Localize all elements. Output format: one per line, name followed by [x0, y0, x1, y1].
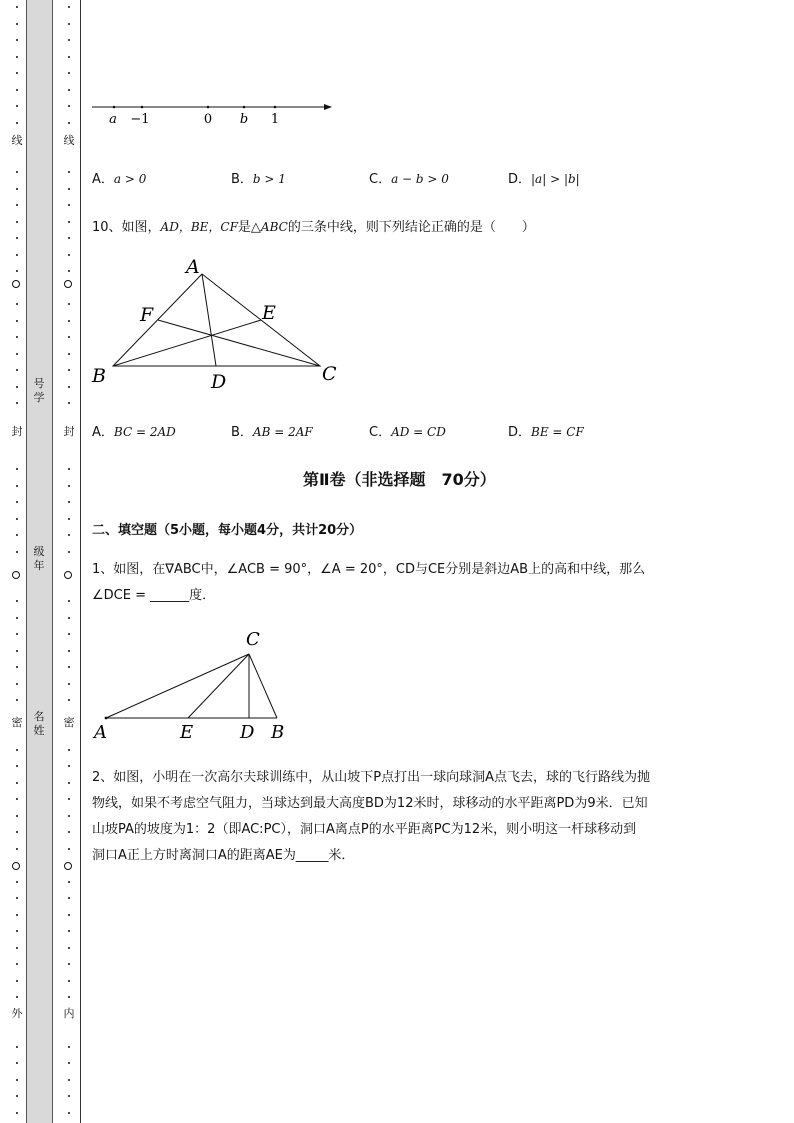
- margin-char-xian-left: 线: [11, 134, 23, 147]
- binding-dot: [16, 1062, 18, 1064]
- binding-dot: [68, 534, 70, 536]
- binding-dot: [68, 633, 70, 635]
- binding-dot: [68, 551, 70, 553]
- binding-dot: [68, 650, 70, 652]
- binding-dot: [68, 402, 70, 404]
- binding-dot: [68, 501, 70, 503]
- fill1-triangle-figure: [88, 624, 298, 748]
- binding-dot: [68, 815, 70, 817]
- left-dot-column: [12, 0, 22, 1123]
- binding-circle: [64, 280, 72, 288]
- margin-char-nei: 内: [63, 1007, 75, 1020]
- q9-option-d: D．|a| > |b|: [508, 172, 580, 187]
- binding-dot: [16, 881, 18, 883]
- binding-dot: [16, 798, 18, 800]
- binding-dot: [16, 551, 18, 553]
- binding-dot: [68, 1112, 70, 1114]
- binding-dot: [68, 386, 70, 388]
- binding-dot: [16, 221, 18, 223]
- fill1-label-D: D: [240, 722, 255, 743]
- binding-dot: [68, 23, 70, 25]
- binding-dot: [68, 683, 70, 685]
- binding-dot: [16, 897, 18, 899]
- binding-circle: [64, 571, 72, 579]
- binding-dot: [16, 699, 18, 701]
- binding-dot: [16, 336, 18, 338]
- binding-dot: [16, 6, 18, 8]
- q10-option-c: C．AD = CD: [369, 425, 446, 440]
- margin-char-mi-left: 密: [11, 716, 23, 729]
- binding-dot: [16, 1079, 18, 1081]
- binding-dot: [68, 1095, 70, 1097]
- binding-dot: [68, 353, 70, 355]
- q10-triangle-figure: [88, 252, 358, 394]
- q10-label-E: E: [262, 302, 276, 324]
- binding-dot: [68, 897, 70, 899]
- q10-label-B: B: [92, 365, 106, 387]
- margin-char-mi-right: 密: [63, 716, 75, 729]
- binding-dot: [68, 600, 70, 602]
- binding-dot: [68, 270, 70, 272]
- binding-dot: [16, 765, 18, 767]
- binding-dot: [68, 221, 70, 223]
- binding-dot: [16, 237, 18, 239]
- binding-dot: [16, 980, 18, 982]
- binding-circle: [12, 571, 20, 579]
- binding-dot: [68, 1062, 70, 1064]
- binding-dot: [16, 633, 18, 635]
- binding-dot: [68, 171, 70, 173]
- fill2-line2: 物线，如果不考虑空气阻力，当球达到最大高度BD为12米时，球移动的水平距离PD为9米．已知: [92, 796, 648, 811]
- binding-dot: [16, 270, 18, 272]
- binding-dot: [68, 254, 70, 256]
- binding-dot: [16, 485, 18, 487]
- binding-dot: [16, 848, 18, 850]
- binding-dot: [68, 848, 70, 850]
- binding-dot: [68, 914, 70, 916]
- binding-dot: [16, 930, 18, 932]
- binding-dot: [16, 518, 18, 520]
- q10-option-b: B．AB = 2AF: [231, 425, 313, 440]
- fill2-line3: 山坡PA的坡度为1：2（即AC:PC），洞口A离点P的水平距离PC为12米，则小明这一杆球移动到: [92, 822, 637, 837]
- binding-dot: [68, 881, 70, 883]
- fill1-line2: ∠DCE = ______度．: [92, 588, 216, 603]
- binding-dot: [68, 831, 70, 833]
- q10-label-F: F: [140, 304, 154, 326]
- number-line-label-1: 1: [270, 112, 280, 127]
- binding-dot: [16, 666, 18, 668]
- binding-dot: [16, 947, 18, 949]
- binding-dot: [16, 914, 18, 916]
- binding-dot: [16, 89, 18, 91]
- fill2-line4: 洞口A正上方时离洞口A的距离AE为_____米．: [92, 848, 355, 863]
- binding-dot: [68, 303, 70, 305]
- binding-dot: [16, 105, 18, 107]
- margin-char-xian-right: 线: [63, 134, 75, 147]
- fill1-label-B: B: [271, 722, 285, 743]
- margin-char-feng-right: 封: [63, 425, 75, 438]
- fill1-line1: 1、如图，在∇ABC中，∠ACB = 90°，∠A = 20°，CD与CE分别是斜边AB上的高和中线，那么: [92, 562, 646, 577]
- binding-dot: [68, 765, 70, 767]
- binding-dot: [68, 369, 70, 371]
- q10-stem: 10、如图，AD，BE，CF是△ABC的三条中线，则下列结论正确的是（ ）: [92, 220, 535, 235]
- binding-dot: [16, 171, 18, 173]
- binding-dot: [16, 320, 18, 322]
- binding-circle: [12, 862, 20, 870]
- q9-option-c: C．a − b > 0: [369, 172, 449, 187]
- binding-dot: [16, 782, 18, 784]
- part2-title: 第Ⅱ卷（非选择题 70分）: [303, 470, 496, 489]
- field-name: 名姓: [33, 710, 45, 737]
- binding-dot: [16, 534, 18, 536]
- binding-dot: [68, 320, 70, 322]
- fill2-line1: 2、如图，小明在一次高尔夫球训练中，从山坡下P点打出一球向球洞A点飞去，球的飞行路线为抛: [92, 770, 651, 785]
- binding-dot: [16, 1112, 18, 1114]
- margin-border-line: [80, 0, 81, 1123]
- number-line-label-0: 0: [203, 112, 213, 127]
- fill1-label-C: C: [246, 629, 260, 650]
- binding-circle: [64, 862, 72, 870]
- binding-dot: [16, 39, 18, 41]
- field-student-number: 号学: [33, 377, 45, 404]
- binding-dot: [68, 56, 70, 58]
- fill1-label-E: E: [180, 722, 194, 743]
- binding-dot: [68, 6, 70, 8]
- number-line-label-a: a: [109, 112, 117, 127]
- binding-dot: [16, 468, 18, 470]
- binding-dot: [68, 1046, 70, 1048]
- binding-dot: [16, 353, 18, 355]
- q10-label-A: A: [186, 256, 200, 278]
- binding-dot: [16, 188, 18, 190]
- binding-dot: [68, 518, 70, 520]
- binding-dot: [68, 72, 70, 74]
- binding-dot: [68, 336, 70, 338]
- q9-option-b: B．b > 1: [231, 172, 286, 187]
- binding-dot: [16, 386, 18, 388]
- binding-dot: [16, 369, 18, 371]
- binding-dot: [68, 666, 70, 668]
- binding-dot: [16, 1095, 18, 1097]
- q10-option-d: D．BE = CF: [508, 425, 584, 440]
- binding-dot: [16, 600, 18, 602]
- binding-dot: [16, 303, 18, 305]
- binding-dot: [16, 23, 18, 25]
- margin-char-wai: 外: [11, 1007, 23, 1020]
- binding-dot: [68, 188, 70, 190]
- q9-option-a: A．a > 0: [92, 172, 147, 187]
- binding-dot: [68, 782, 70, 784]
- field-grade: 级年: [33, 545, 45, 572]
- binding-dot: [16, 749, 18, 751]
- binding-dot: [16, 56, 18, 58]
- binding-dot: [68, 105, 70, 107]
- binding-dot: [68, 996, 70, 998]
- binding-dot: [68, 930, 70, 932]
- binding-dot: [16, 650, 18, 652]
- binding-dot: [68, 204, 70, 206]
- q10-option-a: A．BC = 2AD: [92, 425, 176, 440]
- binding-dot: [68, 122, 70, 124]
- number-line-label-minus1: −1: [130, 112, 150, 127]
- binding-dot: [16, 254, 18, 256]
- fill-in-section-heading: 二、填空题（5小题，每小题4分，共计20分）: [92, 523, 363, 538]
- binding-dot: [68, 617, 70, 619]
- binding-dot: [68, 237, 70, 239]
- binding-dot: [16, 831, 18, 833]
- q10-label-D: D: [211, 371, 227, 393]
- binding-dot: [68, 963, 70, 965]
- binding-dot: [16, 402, 18, 404]
- binding-dot: [68, 1079, 70, 1081]
- binding-dot: [16, 1046, 18, 1048]
- binding-dot: [16, 963, 18, 965]
- binding-dot: [68, 39, 70, 41]
- binding-dot: [68, 468, 70, 470]
- number-line-label-b: b: [239, 112, 249, 127]
- right-dot-column: [64, 0, 74, 1123]
- binding-dot: [68, 749, 70, 751]
- binding-dot: [16, 122, 18, 124]
- binding-dot: [68, 485, 70, 487]
- q10-label-C: C: [322, 363, 337, 385]
- binding-dot: [68, 699, 70, 701]
- binding-dot: [16, 815, 18, 817]
- binding-dot: [68, 980, 70, 982]
- number-line-figure: [88, 96, 348, 132]
- binding-margin: [0, 0, 82, 1123]
- binding-dot: [16, 617, 18, 619]
- fill1-label-A: A: [94, 722, 107, 743]
- binding-circle: [12, 280, 20, 288]
- binding-dot: [68, 947, 70, 949]
- binding-dot: [16, 204, 18, 206]
- binding-dot: [16, 996, 18, 998]
- binding-dot: [16, 72, 18, 74]
- binding-dot: [16, 683, 18, 685]
- margin-char-feng-left: 封: [11, 425, 23, 438]
- binding-dot: [68, 798, 70, 800]
- binding-dot: [68, 89, 70, 91]
- binding-dot: [16, 501, 18, 503]
